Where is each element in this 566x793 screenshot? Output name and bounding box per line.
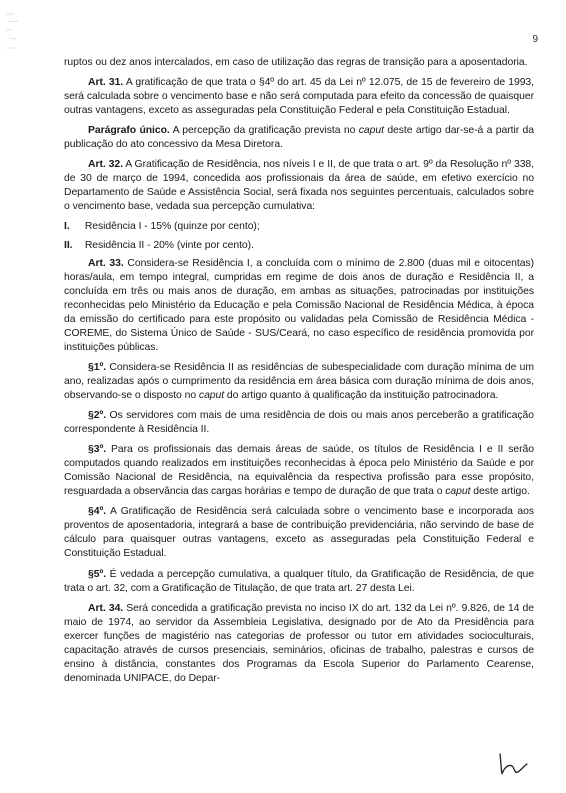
article-33: Art. 33. Considera-se Residência I, a concluída com o mínimo de 2.800 (duas mil e oitocentas) horas/aula, em tempo integral, cumpridas em regime de dois anos de duração e Residência II, a concluída em três ou mais anos de duração, em ambas as situações, patrocinadas por instituições reconhecidas pelo Ministério da Educação e pela Comissão Nacional de Residência Médica, à época da emissão do certificado para este propósito ou validadas pela Comissão de Residência Médica - COREME, do Sistema Único de Saúde - SUS/Ceará, no caso específico de residência promovida por instituições públicas. (64, 257, 534, 353)
signature-initial (496, 752, 530, 778)
article-32: Art. 32. A Gratificação de Residência, nos níveis I e II, de que trata o art. 9º da Resolução nº 338, de 30 de março de 1994, concedida aos profissionais da área de saúde, em efetivo exercício no Departamento de Saúde e Assistência Social, será fixada nos seguintes percentuais, calculados sobre o vencimento base, vedada sua percepção cumulativa: (64, 159, 534, 213)
page-number: 9 (532, 34, 538, 45)
list-item-residencia-1: I. Residência I - 15% (quinze por cento); (64, 221, 260, 233)
article-31: Art. 31. A gratificação de que trata o §4º do art. 45 da Lei nº 12.075, de 15 de fevereiro de 1993, será calculada sobre o vencimento base e não será computada para efeito da concessão de quaisquer outras vantagens, exceto as asseguradas pela Constituição Federal e pela Constituição Estadual. (64, 77, 535, 117)
list-item-residencia-2: II. Residência II - 20% (vinte por cento). (64, 239, 254, 251)
article-33-paragraph-2: §2º. Os servidores com mais de uma residência de dois ou mais anos perceberão a gratificação correspondente à Residência II. (64, 410, 534, 436)
article-33-paragraph-1: §1º. Considera-se Residência II as residências de subespecialidade com duração mínima de um ano, realizadas após o cumprimento da residência em área básica com duração mínima de dois anos, observando-se o disposto no caput do artigo quanto à qualificação da instituição patrocinadora. (64, 361, 534, 401)
scan-artifact-mark (4, 8, 44, 68)
article-31-sole-paragraph: Parágrafo único. A percepção da gratificação prevista no caput deste artigo dar-se-á a partir da publicação do ato concessivo da Mesa Diretora. (64, 125, 534, 151)
article-34: Art. 34. Será concedida a gratificação prevista no inciso IX do art. 132 da Lei nº. 9.826, de 14 de maio de 1974, ao servidor da Assembleia Legislativa, designado por de Ato da Presidência para exercer funções de magistério nas categorias de professor ou tutor em atividades socioculturais, capacitação através de cursos presenciais, seminários, oficinas de trabalho, palestras e cursos de ensino à distância, constantes dos Programas da Escola Superior do Parlamento Cearense, denominada UNIPACE, do Depar- (64, 602, 535, 684)
document-body (64, 56, 534, 692)
article-33-paragraph-4: §4º. A Gratificação de Residência será calculada sobre o vencimento base e incorporada aos proventos de aposentadoria, integrará a base de contribuição previdenciária, não servindo de base de cálculo para quaisquer outras vantagens, exceto as asseguradas pela Constituição Federal e Constituição Estadual. (64, 506, 534, 560)
article-33-paragraph-3: §3º. Para os profissionais das demais áreas de saúde, os títulos de Residência I e II serão computados quando realizados em instituições reconhecidas à época pelo Ministério da Saúde e por Comissão Nacional de Residência, na equivalência da respectiva profissão para esse propósito, resguardada a observância das cargas horárias e tempo de duração de que trata o caput deste artigo. (64, 444, 534, 498)
article-33-paragraph-5: §5º. É vedada a percepção cumulativa, a qualquer título, da Gratificação de Residência, de que trata o art. 32, com a Gratificação de Titulação, de que trata art. 27 desta Lei. (64, 568, 534, 594)
paragraph-continuation: ruptos ou dez anos intercalados, em caso de utilização das regras de transição para a aposentadoria. (64, 57, 528, 68)
